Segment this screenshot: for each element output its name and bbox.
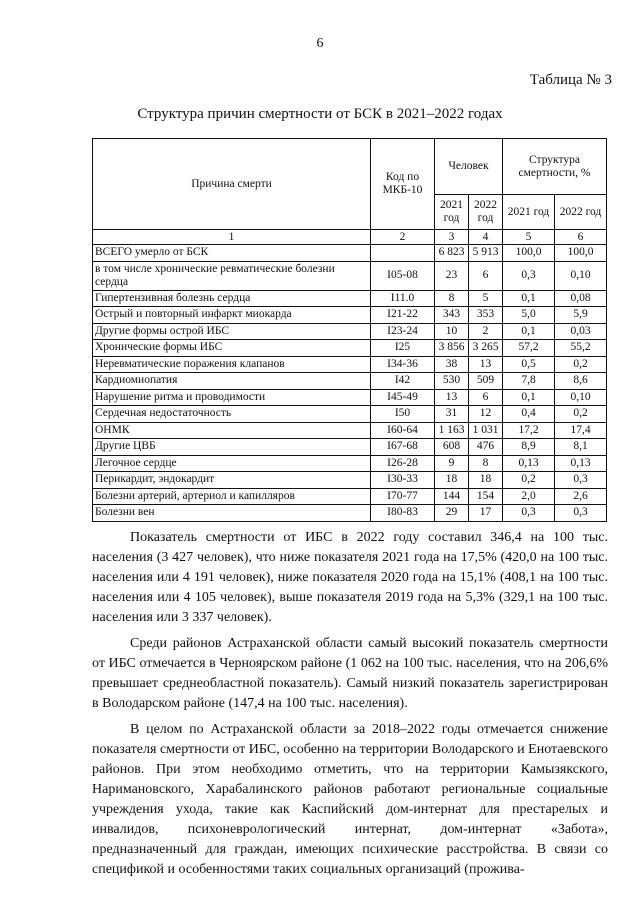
index-cell: 1 (93, 230, 371, 245)
code-cell: I70-77 (371, 488, 435, 505)
people-2021-cell: 23 (435, 261, 469, 290)
code-cell: I50 (371, 406, 435, 423)
structure-2021-cell: 0,1 (503, 323, 555, 340)
cause-cell: Другие ЦВБ (93, 439, 371, 456)
structure-2021-cell: 5,0 (503, 307, 555, 324)
paragraph: В целом по Астраханской области за 2018–2022 годы отмечается снижение показателя смертности от ИБС, особенно на территории Володарского и Енотаевского районов. При этом необходимо отметить, что на территории Камызякского, Наримановского, Харабалинского районов работают региональные социальные учреждения ухода, такие как Каспийский дом-интернат для престарелых и инвалидов, психоневрологический интернат, дом-интернат «Забота», предназначенный для граждан, имеющих психические расстройства. В связи со спецификой и особенностями таких социальных организаций (прожива- (92, 722, 608, 877)
structure-2022-cell: 0,13 (555, 455, 607, 472)
structure-2021-cell: 0,2 (503, 472, 555, 489)
cause-cell: Кардиомиопатия (93, 373, 371, 390)
index-cell: 2 (371, 230, 435, 245)
header-year-2022-people: 2022 год (469, 195, 503, 230)
table-row (93, 505, 607, 522)
cause-cell: Болезни артерий, артериол и капилляров (93, 488, 371, 505)
structure-2022-cell: 0,3 (555, 505, 607, 522)
cause-cell: Неревматические поражения клапанов (93, 356, 371, 373)
index-cell: 5 (503, 230, 555, 245)
people-2022-cell: 18 (469, 472, 503, 489)
people-2022-cell: 2 (469, 323, 503, 340)
structure-2021-cell: 0,4 (503, 406, 555, 423)
people-2022-cell: 6 (469, 261, 503, 290)
cause-cell: Перикардит, эндокардит (93, 472, 371, 489)
structure-2022-cell: 0,10 (555, 389, 607, 406)
table-title: Структура причин смертности от БСК в 2021–2022 годах (137, 106, 503, 122)
table-row (93, 455, 607, 472)
code-cell: I05-08 (371, 261, 435, 290)
people-2022-cell: 5 (469, 290, 503, 307)
cause-cell: Легочное сердце (93, 455, 371, 472)
table-row (93, 488, 607, 505)
paragraph: Показатель смертности от ИБС в 2022 году составил 346,4 на 100 тыс. населения (3 427 человек), что ниже показателя 2021 года на 17,5% (420,0 на 100 тыс. населения или 4 191 человек), ниже показателя 2020 года на 15,1% (408,1 на 100 тыс. населения или 4 105 человек), выше показателя 2019 года на 5,3% (329,1 на 100 тыс. населения или 3 337 человек). (92, 530, 608, 625)
code-cell: I21-22 (371, 307, 435, 324)
header-year-2022-structure: 2022 год (555, 195, 607, 230)
structure-2022-cell: 0,03 (555, 323, 607, 340)
table-row (93, 422, 607, 439)
people-2021-cell: 29 (435, 505, 469, 522)
structure-2022-cell: 0,10 (555, 261, 607, 290)
cause-cell: Болезни вен (93, 505, 371, 522)
people-2021-cell: 530 (435, 373, 469, 390)
people-2022-cell: 1 031 (469, 422, 503, 439)
structure-2021-cell: 100,0 (503, 245, 555, 262)
header-structure: Структура смертности, % (503, 139, 607, 195)
structure-2022-cell: 55,2 (555, 340, 607, 357)
table-label: Таблица № 3 (529, 72, 612, 88)
index-cell: 6 (555, 230, 607, 245)
people-2021-cell: 31 (435, 406, 469, 423)
people-2021-cell: 608 (435, 439, 469, 456)
people-2022-cell: 353 (469, 307, 503, 324)
paragraph: Среди районов Астраханской области самый высокий показатель смертности от ИБС отмечается в Черноярском районе (1 062 на 100 тыс. населения, что на 206,6% превышает среднеобластной показатель). Самый низкий показатель зарегистрирован в Володарском районе (147,4 на 100 тыс. населения). (92, 636, 608, 711)
people-2022-cell: 13 (469, 356, 503, 373)
people-2022-cell: 17 (469, 505, 503, 522)
table-row (93, 340, 607, 357)
header-cause: Причина смерти (93, 139, 371, 230)
people-2021-cell: 6 823 (435, 245, 469, 262)
code-cell: I67-68 (371, 439, 435, 456)
structure-2021-cell: 0,1 (503, 290, 555, 307)
code-cell: I30-33 (371, 472, 435, 489)
people-2021-cell: 8 (435, 290, 469, 307)
index-cell: 3 (435, 230, 469, 245)
table-row (93, 389, 607, 406)
cause-cell: Острый и повторный инфаркт миокарда (93, 307, 371, 324)
people-2022-cell: 154 (469, 488, 503, 505)
table-row (93, 472, 607, 489)
structure-2021-cell: 0,3 (503, 261, 555, 290)
structure-2022-cell: 0,08 (555, 290, 607, 307)
structure-2021-cell: 57,2 (503, 340, 555, 357)
table-row (93, 307, 607, 324)
people-2022-cell: 12 (469, 406, 503, 423)
table-row (93, 261, 607, 290)
people-2021-cell: 18 (435, 472, 469, 489)
cause-cell: ВСЕГО умерло от БСК (93, 245, 371, 262)
header-people: Человек (435, 139, 503, 195)
people-2022-cell: 476 (469, 439, 503, 456)
body-text (92, 528, 608, 886)
people-2021-cell: 343 (435, 307, 469, 324)
table-row (93, 373, 607, 390)
structure-2022-cell: 5,9 (555, 307, 607, 324)
structure-2021-cell: 7,8 (503, 373, 555, 390)
structure-2022-cell: 8,1 (555, 439, 607, 456)
header-year-2021-structure: 2021 год (503, 195, 555, 230)
structure-2022-cell: 2,6 (555, 488, 607, 505)
structure-2021-cell: 0,5 (503, 356, 555, 373)
code-cell: I25 (371, 340, 435, 357)
structure-2021-cell: 0,1 (503, 389, 555, 406)
structure-2021-cell: 0,3 (503, 505, 555, 522)
header-year-2021-people: 2021 год (435, 195, 469, 230)
table-row (93, 439, 607, 456)
code-cell: I45-49 (371, 389, 435, 406)
people-2021-cell: 10 (435, 323, 469, 340)
code-cell: I26-28 (371, 455, 435, 472)
page-number: 6 (316, 36, 324, 51)
structure-2021-cell: 2,0 (503, 488, 555, 505)
table-row (93, 406, 607, 423)
people-2021-cell: 13 (435, 389, 469, 406)
code-cell: I60-64 (371, 422, 435, 439)
code-cell: I80-83 (371, 505, 435, 522)
header-code: Код по МКБ-10 (371, 139, 435, 230)
people-2022-cell: 3 265 (469, 340, 503, 357)
people-2021-cell: 3 856 (435, 340, 469, 357)
mortality-structure-table (92, 138, 607, 522)
people-2022-cell: 6 (469, 389, 503, 406)
structure-2021-cell: 0,13 (503, 455, 555, 472)
people-2022-cell: 8 (469, 455, 503, 472)
structure-2021-cell: 8,9 (503, 439, 555, 456)
code-cell: I42 (371, 373, 435, 390)
index-cell: 4 (469, 230, 503, 245)
table-row (93, 356, 607, 373)
cause-cell: Нарушение ритма и проводимости (93, 389, 371, 406)
table-row (93, 323, 607, 340)
cause-cell: Гипертензивная болезнь сердца (93, 290, 371, 307)
cause-cell: ОНМК (93, 422, 371, 439)
code-cell (371, 245, 435, 262)
structure-2022-cell: 0,2 (555, 406, 607, 423)
code-cell: I34-36 (371, 356, 435, 373)
table-row (93, 290, 607, 307)
structure-2022-cell: 100,0 (555, 245, 607, 262)
people-2021-cell: 38 (435, 356, 469, 373)
structure-2022-cell: 8,6 (555, 373, 607, 390)
people-2021-cell: 1 163 (435, 422, 469, 439)
people-2021-cell: 9 (435, 455, 469, 472)
code-cell: I23-24 (371, 323, 435, 340)
cause-cell: Другие формы острой ИБС (93, 323, 371, 340)
people-2022-cell: 5 913 (469, 245, 503, 262)
table-row (93, 245, 607, 262)
structure-2022-cell: 17,4 (555, 422, 607, 439)
structure-2022-cell: 0,2 (555, 356, 607, 373)
cause-cell: Хронические формы ИБС (93, 340, 371, 357)
people-2022-cell: 509 (469, 373, 503, 390)
structure-2022-cell: 0,3 (555, 472, 607, 489)
cause-cell: в том числе хронические ревматические болезни сердца (93, 261, 371, 290)
code-cell: I11.0 (371, 290, 435, 307)
structure-2021-cell: 17,2 (503, 422, 555, 439)
people-2021-cell: 144 (435, 488, 469, 505)
cause-cell: Сердечная недостаточность (93, 406, 371, 423)
